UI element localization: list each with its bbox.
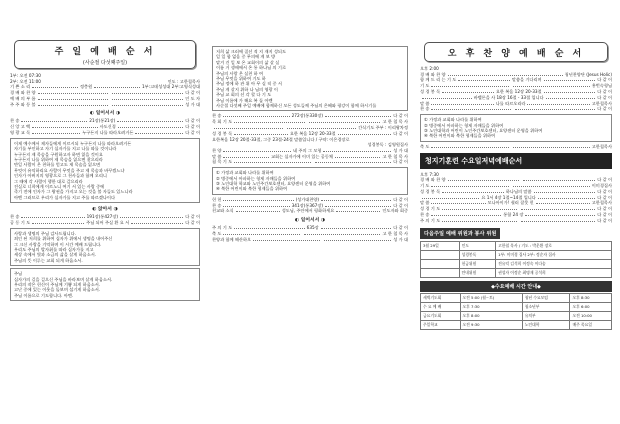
text-line: 저희 삶 크러에 질선 적 지 재지 성되도: [216, 49, 286, 54]
text-line: 주님 게 살지 위하 나 님의 영광 이: [216, 86, 278, 92]
text-line: 이제 예수께서 제자들에게 이르시되 누구든지 나를 따라오려거든: [14, 140, 132, 146]
order-row-right: 고한철목사: [591, 143, 612, 149]
dot-leader: [521, 206, 596, 210]
dot-leader: [325, 203, 391, 207]
text-line: 죄인 된 저희를 위하여 십자가 위에서 생명을 내어주신: [14, 236, 113, 242]
order-row-label: 말 씀: [212, 153, 222, 159]
text-line: 일 일 함 없음 중 무의에 게 보 방: [216, 54, 276, 60]
dot-leader: [253, 237, 320, 241]
dot-leader: [431, 83, 508, 87]
order-row-label: 공 동 기 도: [10, 220, 31, 226]
order-list-9: [420, 144, 612, 150]
text-line: 이름 거 생애에서 온 통 하나님 의 기로: [216, 65, 286, 71]
order-row-label: 찬 송: [212, 113, 222, 119]
order-row-right: 이미경집사: [591, 182, 612, 188]
order-row: [420, 106, 612, 112]
order-row-middle: 바벨론을 사 18장 16절 - 33절 입니다: [473, 94, 544, 100]
dot-leader: [325, 113, 391, 117]
dot-leader: [544, 77, 596, 81]
dot-leader: [458, 77, 510, 81]
prayer-box-top: [212, 46, 408, 111]
order-row-label: 찬 송: [420, 106, 430, 112]
dot-leader: [431, 106, 511, 110]
order-row-middle: 교회는 십자가에 이미 있는 공동체: [270, 153, 333, 159]
table-cell: 전유덕 김석희 이정숙 이다솜: [496, 259, 612, 268]
table-row: [421, 268, 612, 277]
order-list-4: [212, 113, 408, 136]
order-row-right: 다 같 이: [185, 220, 200, 226]
dot-leader: [112, 102, 183, 106]
order-row-middle: 하나님의 말씀: [505, 188, 532, 194]
dot-leader: [32, 84, 78, 88]
text-line: ③ 노인대학과 어린이 노인주간보호센터, 요양센터 운영을 위하여: [424, 127, 543, 133]
order-row-right: 1부:고데성성대 2부:고영식성대: [141, 84, 201, 90]
dot-leader: [324, 237, 391, 241]
text-line: 주님의 사랑 온 실천 하 여: [216, 70, 264, 76]
table-cell: 헌금위원: [459, 259, 496, 268]
dot-leader: [422, 95, 472, 99]
dot-leader: [448, 177, 520, 181]
order-row-label: 성 경 봉 독: [212, 130, 233, 136]
order-row-label: 축 도: [212, 231, 222, 237]
sunday-worship-header: [14, 40, 196, 69]
table-cell: 오후 8:30: [570, 293, 612, 302]
order-row-label: 경 배 와 찬 양: [420, 177, 446, 183]
service-time-1: 1부: 오전 07:30: [10, 73, 41, 78]
order-row-middle: 정충원: [80, 84, 93, 90]
table-row: [421, 302, 612, 311]
order-row-label: 말 씀: [420, 200, 430, 206]
order-row-label: 기 도: [420, 83, 430, 89]
service-times: [10, 73, 200, 84]
order-list-6: [212, 197, 408, 214]
dot-leader: [112, 90, 183, 94]
dot-leader: [223, 113, 289, 117]
order-row-middle: 모나아이가! 쉴러 잘못 힌: [487, 200, 534, 206]
dot-leader: [442, 189, 504, 193]
dot-leader: [527, 101, 589, 105]
text-line: 아멘 그러므로 우리가 십자가를 지고 주를 따르겠나이다: [14, 194, 116, 200]
text-line: ③ 노인대학 학교와 노인주간보호센터, 요양센터 운영을 위하여: [216, 181, 331, 187]
order-row-right: 다 같 이: [185, 129, 200, 135]
order-list-1: [10, 84, 200, 107]
dot-leader: [513, 83, 590, 87]
sit-marker: ◐ 앉아서 ◑: [92, 207, 118, 213]
order-row-right: 다 같 이: [597, 206, 612, 212]
order-row-label: 성 경 봉 독: [420, 88, 441, 94]
order-row-middle: 사도신경: [99, 124, 116, 130]
order-row-right: 다 같 이: [597, 211, 612, 217]
order-row-right: 고 한 철 목 사: [382, 119, 408, 125]
order-row-middle: 청년찬양단 (Jesus Holic): [564, 71, 612, 77]
text-line: ① 가정과 교회와 나라를 위하여: [424, 117, 482, 123]
order-row-label: 기 쁜 소 리: [10, 84, 31, 90]
sunday-worship-subtitle: (사순절 다섯째주일): [82, 60, 128, 66]
order-row-label: 찬 송: [10, 118, 20, 124]
table-row: [421, 320, 612, 329]
dot-leader: [223, 148, 291, 152]
stand-marker-2: ◐ 일어서서 ◑: [294, 218, 326, 224]
service-time-2: 2부: 오전 11:00: [10, 78, 41, 84]
order-row-label: 영 광 교 독: [10, 129, 31, 135]
dot-leader: [523, 177, 595, 181]
dot-leader: [21, 118, 87, 122]
table-row: [421, 259, 612, 268]
next-week-table: [420, 241, 612, 278]
dot-leader: [513, 144, 590, 148]
dot-leader: [315, 159, 392, 163]
order-row-middle: 누구든지 나를 따라오려거든: [82, 129, 134, 135]
dot-leader: [234, 225, 304, 229]
text-line: 누구든지 나를 위하여 제 목숨을 잃으면 찾으리라: [14, 156, 103, 162]
text-line: 진실로 너희에게 이르노니 여기 서 있는 사람 중에: [14, 184, 105, 190]
order-row-label: 찬 송: [420, 211, 430, 217]
dot-leader: [223, 197, 293, 201]
table-cell: 성경봉독: [459, 250, 496, 259]
text-line: 자기를 부인하고 자기 십자가를 지고 나를 따를 것이니라: [14, 146, 117, 152]
table-cell: 권성자 이정순 최명재 공석희: [496, 268, 612, 277]
order-row-middle: 요한 복음 12장 20-33절: [289, 130, 336, 136]
text-line: ④ 북한 어린이와 북한 형제들을 위하여: [216, 186, 288, 192]
dot-leader: [335, 154, 381, 158]
order-list-2: [10, 118, 200, 135]
order-row-middle: 말씀을 기다리며: [511, 77, 542, 83]
order-row-middle: 통합 24 장: [503, 211, 524, 217]
table-cell: [421, 259, 460, 268]
afternoon-time: 오후 2:00: [420, 66, 439, 71]
text-line: 그 때에 각 사람이 행한 대로 갚으리라: [14, 178, 83, 184]
wednesday-band: 청지기훈련 수요일저녁예배순서: [420, 153, 612, 169]
order-row-right: 다 같 이: [393, 113, 408, 119]
dot-leader: [234, 131, 288, 135]
dot-leader: [544, 89, 596, 93]
dot-leader: [38, 90, 109, 94]
dot-leader: [321, 197, 391, 201]
order-row-middle: 요한 복음 12장 20-33절: [495, 88, 542, 94]
dot-leader: [534, 189, 596, 193]
order-row: [212, 208, 408, 214]
order-row-label: 함 께 드 리 는 기 도: [420, 77, 457, 83]
text-line: 주님: [14, 271, 23, 277]
order-row-right: 다 같 이: [393, 196, 409, 202]
order-row: [212, 237, 408, 243]
dot-leader: [234, 119, 305, 123]
order-row-right: 고한철목사: [591, 200, 612, 206]
order-list-3: [10, 214, 200, 226]
order-row-middle: 요 1서 4장 1절~14절 입니다: [481, 194, 536, 200]
text-line: 사순절 다섯째 주일 예배에 함께하신 모든 성도들께 주님의 은혜와 평강이 함께 하시기를: [216, 103, 377, 109]
panel-worship-continued: [212, 6, 408, 418]
text-line: 그 크신 사랑을 기억하며 이 시간 예배 드립니다.: [14, 241, 102, 247]
scripture-text: 요한복음 12장 20절-33절, 그중 23절-24절 말씀입니다 / 구약: 이은경장로: [212, 136, 350, 142]
dot-leader: [287, 125, 356, 129]
order-row-middle: 635장: [306, 225, 319, 231]
order-row-right: 다 같 이: [393, 159, 408, 165]
order-row-label: 축 도: [420, 143, 430, 149]
dot-leader: [431, 144, 508, 148]
table-cell: 오후 8:00: [460, 311, 522, 320]
order-row-label: 주 주 와 등 불: [10, 101, 36, 107]
afternoon-prayer-list: [420, 114, 612, 142]
dot-leader: [112, 96, 183, 100]
table-cell: 1부: 이미경 집사 2부: 정순자 집사: [496, 250, 612, 259]
text-line: 주님의 뜻 이루는 교회 되게 하옵소서.: [14, 257, 83, 263]
text-line: ② 병중에서 아파하는 형제 자매들을 위하여: [216, 175, 296, 181]
order-row: [212, 159, 408, 165]
dot-leader: [117, 118, 183, 122]
table-row: [421, 293, 612, 302]
table-cell: 주일학교: [421, 320, 461, 329]
table-cell: 고한철 목사 / 기도 : 박운환 장로: [496, 241, 612, 250]
order-row-label: 경 배 와 찬 양: [10, 89, 36, 95]
dot-leader: [32, 220, 84, 224]
order-row-right: 다 같 이: [597, 77, 612, 83]
order-row-right: 간식기도 주부 : 이리왕차정: [358, 125, 408, 131]
order-row: [10, 102, 200, 108]
prayer-box-2: [10, 268, 200, 301]
order-row-right: 고 한 철 목 사: [382, 231, 409, 237]
dot-leader: [223, 203, 289, 207]
order-row-label: 주 의 기 도: [420, 217, 441, 223]
order-row-middle: 성도님, 주안에서 평화하세요: [281, 208, 335, 214]
dot-leader: [223, 154, 269, 158]
text-line: 만일 사람이 온 천하를 얻고도 제 목숨을 잃으면: [14, 162, 101, 168]
dot-leader: [521, 218, 596, 222]
dot-leader: [21, 214, 84, 218]
text-line: 주님 교 회의 선 각 할 다 기 도: [216, 92, 272, 98]
dot-leader: [431, 101, 493, 105]
dot-leader: [546, 95, 596, 99]
table-cell: 매주 목요일: [570, 320, 612, 329]
order-list-8: [420, 72, 612, 113]
dot-leader: [336, 208, 380, 212]
order-row-label: 목 회 기 도: [212, 119, 233, 125]
order-row-right: 다 같 이: [597, 94, 613, 100]
text-line: 주님 이름에 가 해요 복 돌 아멘: [216, 97, 273, 103]
dot-leader: [223, 231, 300, 235]
text-line: 누구든지 제 목숨을 구원하고자 하면 잃을 것이요: [14, 151, 103, 157]
table-cell: 오후 7:30: [460, 302, 522, 311]
order-row-label: 침 묵 기 도: [212, 159, 233, 165]
service-leader: 인도 : 고한철목사: [167, 78, 200, 84]
dot-leader: [38, 102, 109, 106]
table-row: [421, 311, 612, 320]
dot-leader: [513, 183, 590, 187]
silent-prayer-list: [212, 167, 408, 195]
order-row-middle: 341장(통367장): [291, 202, 323, 208]
text-line: 주님 이름으로 기도합니다. 아멘.: [14, 292, 74, 298]
table-cell: 3월 29일: [421, 241, 460, 250]
order-row-label: 찬 송: [212, 202, 222, 208]
dot-leader: [32, 130, 80, 134]
order-row-right: 다 같 이: [597, 106, 613, 112]
order-row-right: 인도자와 회중: [382, 208, 408, 214]
table-cell: [421, 268, 460, 277]
table-cell: [421, 250, 460, 259]
order-row-middle: 네 주의 그 모형: [293, 147, 322, 153]
dot-leader: [525, 212, 595, 216]
table-cell: 금요기도회: [421, 311, 461, 320]
table-cell: 청소년부: [522, 302, 570, 311]
dot-leader: [323, 148, 391, 152]
dot-leader: [515, 106, 595, 110]
dot-leader: [538, 195, 595, 199]
order-row-right: 다 같 이: [185, 89, 200, 95]
order-row-right: 다 같 이: [185, 214, 200, 220]
order-row: [420, 218, 612, 224]
table-cell: 유치부: [522, 311, 570, 320]
order-row-label: 찬 송: [10, 214, 20, 220]
text-line: 주님 정에 하 관 위 아 무 실 직 중 서: [216, 81, 282, 87]
table-row: [421, 250, 612, 259]
text-line: 무엇이 유익하리요 사람이 무엇을 주고 제 목숨과 바꾸겠느냐: [14, 167, 125, 173]
order-row-right: 다 같 이: [597, 217, 612, 223]
dot-leader: [431, 183, 508, 187]
dot-leader: [309, 119, 380, 123]
scripture-reader: 성경봉독 : 김영원집사: [367, 142, 408, 148]
dot-leader: [431, 212, 501, 216]
afternoon-worship-header: [424, 42, 608, 62]
dot-leader: [131, 220, 183, 224]
table-cell: 새벽기도회: [421, 293, 461, 302]
order-list-10: [420, 177, 612, 223]
order-row-label: 찬양과 함께 해산하오: [212, 236, 252, 242]
dot-leader: [120, 214, 183, 218]
text-line: 인자가 아버지의 영광으로 그 천사들과 함께 오리니: [14, 173, 107, 179]
order-row-label: 친교와 소식: [212, 208, 234, 214]
table-cell: 오전 5:00 (월~토): [460, 293, 522, 302]
order-row: [10, 220, 200, 226]
order-row-middle: 주님 되어 주실 환 요 서: [86, 220, 130, 226]
order-row-label: 말 씀: [420, 100, 430, 106]
order-row-right: 다 같 이: [393, 130, 409, 136]
panel-sunday-worship: [10, 6, 200, 418]
order-row-label: 성 경 기 도: [420, 206, 441, 212]
order-row-right: 다 같 이: [597, 194, 612, 200]
order-row-middle: 191장(통427장): [86, 214, 118, 220]
text-line: ④ 북한 어린이와 북한 형제들을 위하여: [424, 133, 496, 139]
text-line: 고난 중에 있는 이웃을 돌보며 섬기게 하옵소서.: [14, 287, 101, 293]
order-row-label: 예 배 의 부 름: [10, 95, 36, 101]
sunday-worship-title: 주 일 예 배 순 서: [54, 47, 156, 57]
dot-leader: [118, 124, 183, 128]
dot-leader: [38, 96, 109, 100]
order-row-right: 성 가 대: [185, 101, 200, 107]
text-line: ① 가정과 교회와 나라를 위하여: [216, 170, 274, 176]
dot-leader: [304, 231, 381, 235]
order-row-middle: 21장(통21장): [89, 118, 116, 124]
order-row-right: 다 같 이: [185, 124, 200, 130]
text-line: 우리도 주님의 발자취를 따라 십자가를 지고: [14, 247, 94, 253]
schedule-table: [420, 293, 612, 330]
order-row-label: 주 의 기 도: [212, 225, 233, 231]
order-row-right: 성 가 대: [393, 147, 408, 153]
dot-leader: [135, 130, 183, 134]
order-row: [10, 130, 200, 136]
dot-leader: [442, 89, 494, 93]
text-line: 주님 무엇을 위하여 기도 하: [216, 76, 266, 82]
dot-leader: [32, 124, 97, 128]
order-row-label: 신 앙 고 백: [10, 124, 31, 130]
order-row-middle: (성가대찬양): [295, 196, 320, 202]
text-line: 맡겨 건 일 보 온 교회이의 삶 살 실: [216, 59, 280, 65]
order-row-label: 경 배 와 찬 양: [420, 71, 446, 77]
dot-leader: [422, 195, 479, 199]
order-list-7: [212, 225, 408, 242]
order-row-right: 고 한 철 목 사: [382, 153, 409, 159]
order-row-right: 다 같 이: [393, 225, 409, 231]
order-list-5: [212, 148, 408, 165]
schedule-title: ◆수요예배 시간 안내◆: [420, 281, 612, 292]
order-row-right: 다 같 이: [597, 188, 613, 194]
dot-leader: [234, 159, 311, 163]
order-row-middle: 272장(통330장): [291, 113, 323, 119]
dot-leader: [94, 84, 140, 88]
order-row: [420, 144, 612, 150]
text-line: 죽기 전에 인자가 그 왕권을 가지고 오는 것을 볼 자들도 있느니라: [14, 189, 133, 195]
table-cell: 인도: [459, 241, 496, 250]
table-row: [421, 241, 612, 250]
table-cell: 오후 6:00: [570, 302, 612, 311]
responsive-reading-box: [10, 138, 200, 203]
dot-leader: [536, 200, 590, 204]
wednesday-time: 오후 7:30: [420, 171, 439, 177]
table-cell: 오전 9:30: [460, 320, 522, 329]
order-row-right: 다 같 이: [597, 88, 613, 94]
stand-marker-1: ◐ 일어서서 ◑: [89, 111, 121, 117]
dot-leader: [448, 72, 563, 76]
table-cell: 오전 10:00: [570, 311, 612, 320]
text-line: 십자가의 길을 걸으신 주님을 바라보며 살게 하옵소서.: [14, 276, 113, 282]
dot-leader: [442, 206, 517, 210]
dot-leader: [236, 208, 280, 212]
order-row-label: 기 도: [420, 182, 430, 188]
text-line: 세상 속에서 빛과 소금의 삶을 살게 하옵소서.: [14, 252, 97, 258]
order-row-label: 찬 양: [212, 147, 222, 153]
dot-leader: [321, 225, 391, 229]
dot-leader: [338, 131, 392, 135]
order-row-label: 성 경 봉 독: [420, 188, 441, 194]
order-row-right: 인 도 자: [185, 95, 200, 101]
dot-leader: [214, 125, 283, 129]
next-week-label: 다음주일 예배 위원과 봉사 위원: [420, 228, 500, 239]
order-row-right: 홍번숙형님: [591, 83, 612, 89]
text-line: 우리의 작은 헌신이 주님께 기쁨 되게 하옵소서.: [14, 282, 101, 288]
afternoon-worship-title: 오 후 찬 양 예 배 순 서: [447, 49, 585, 59]
table-cell: 안내위원: [459, 268, 496, 277]
order-row-middle: 나를 따르오리라: [495, 100, 526, 106]
order-row-label: 헌 헌: [212, 196, 222, 202]
text-line: 사랑과 생명의 주님 감사드립니다.: [14, 230, 76, 236]
order-row-right: 고한철목사: [591, 100, 612, 106]
text-line: ② 병중에서 아파하는 형제 자매들을 위하여: [424, 122, 504, 128]
order-row-right: 다 같 이: [597, 177, 612, 183]
dot-leader: [431, 200, 485, 204]
order-row-right: 성 가 대: [393, 236, 409, 242]
table-cell: 수 요 예 배: [421, 302, 461, 311]
table-cell: 노인대학: [522, 320, 570, 329]
order-row-right: 다 같 이: [393, 202, 408, 208]
joint-prayer-box: [10, 228, 200, 266]
table-cell: 청년 수요모임: [522, 293, 570, 302]
panel-afternoon-worship: [420, 6, 612, 418]
dot-leader: [442, 218, 517, 222]
order-row-right: 다 같 이: [185, 118, 201, 124]
